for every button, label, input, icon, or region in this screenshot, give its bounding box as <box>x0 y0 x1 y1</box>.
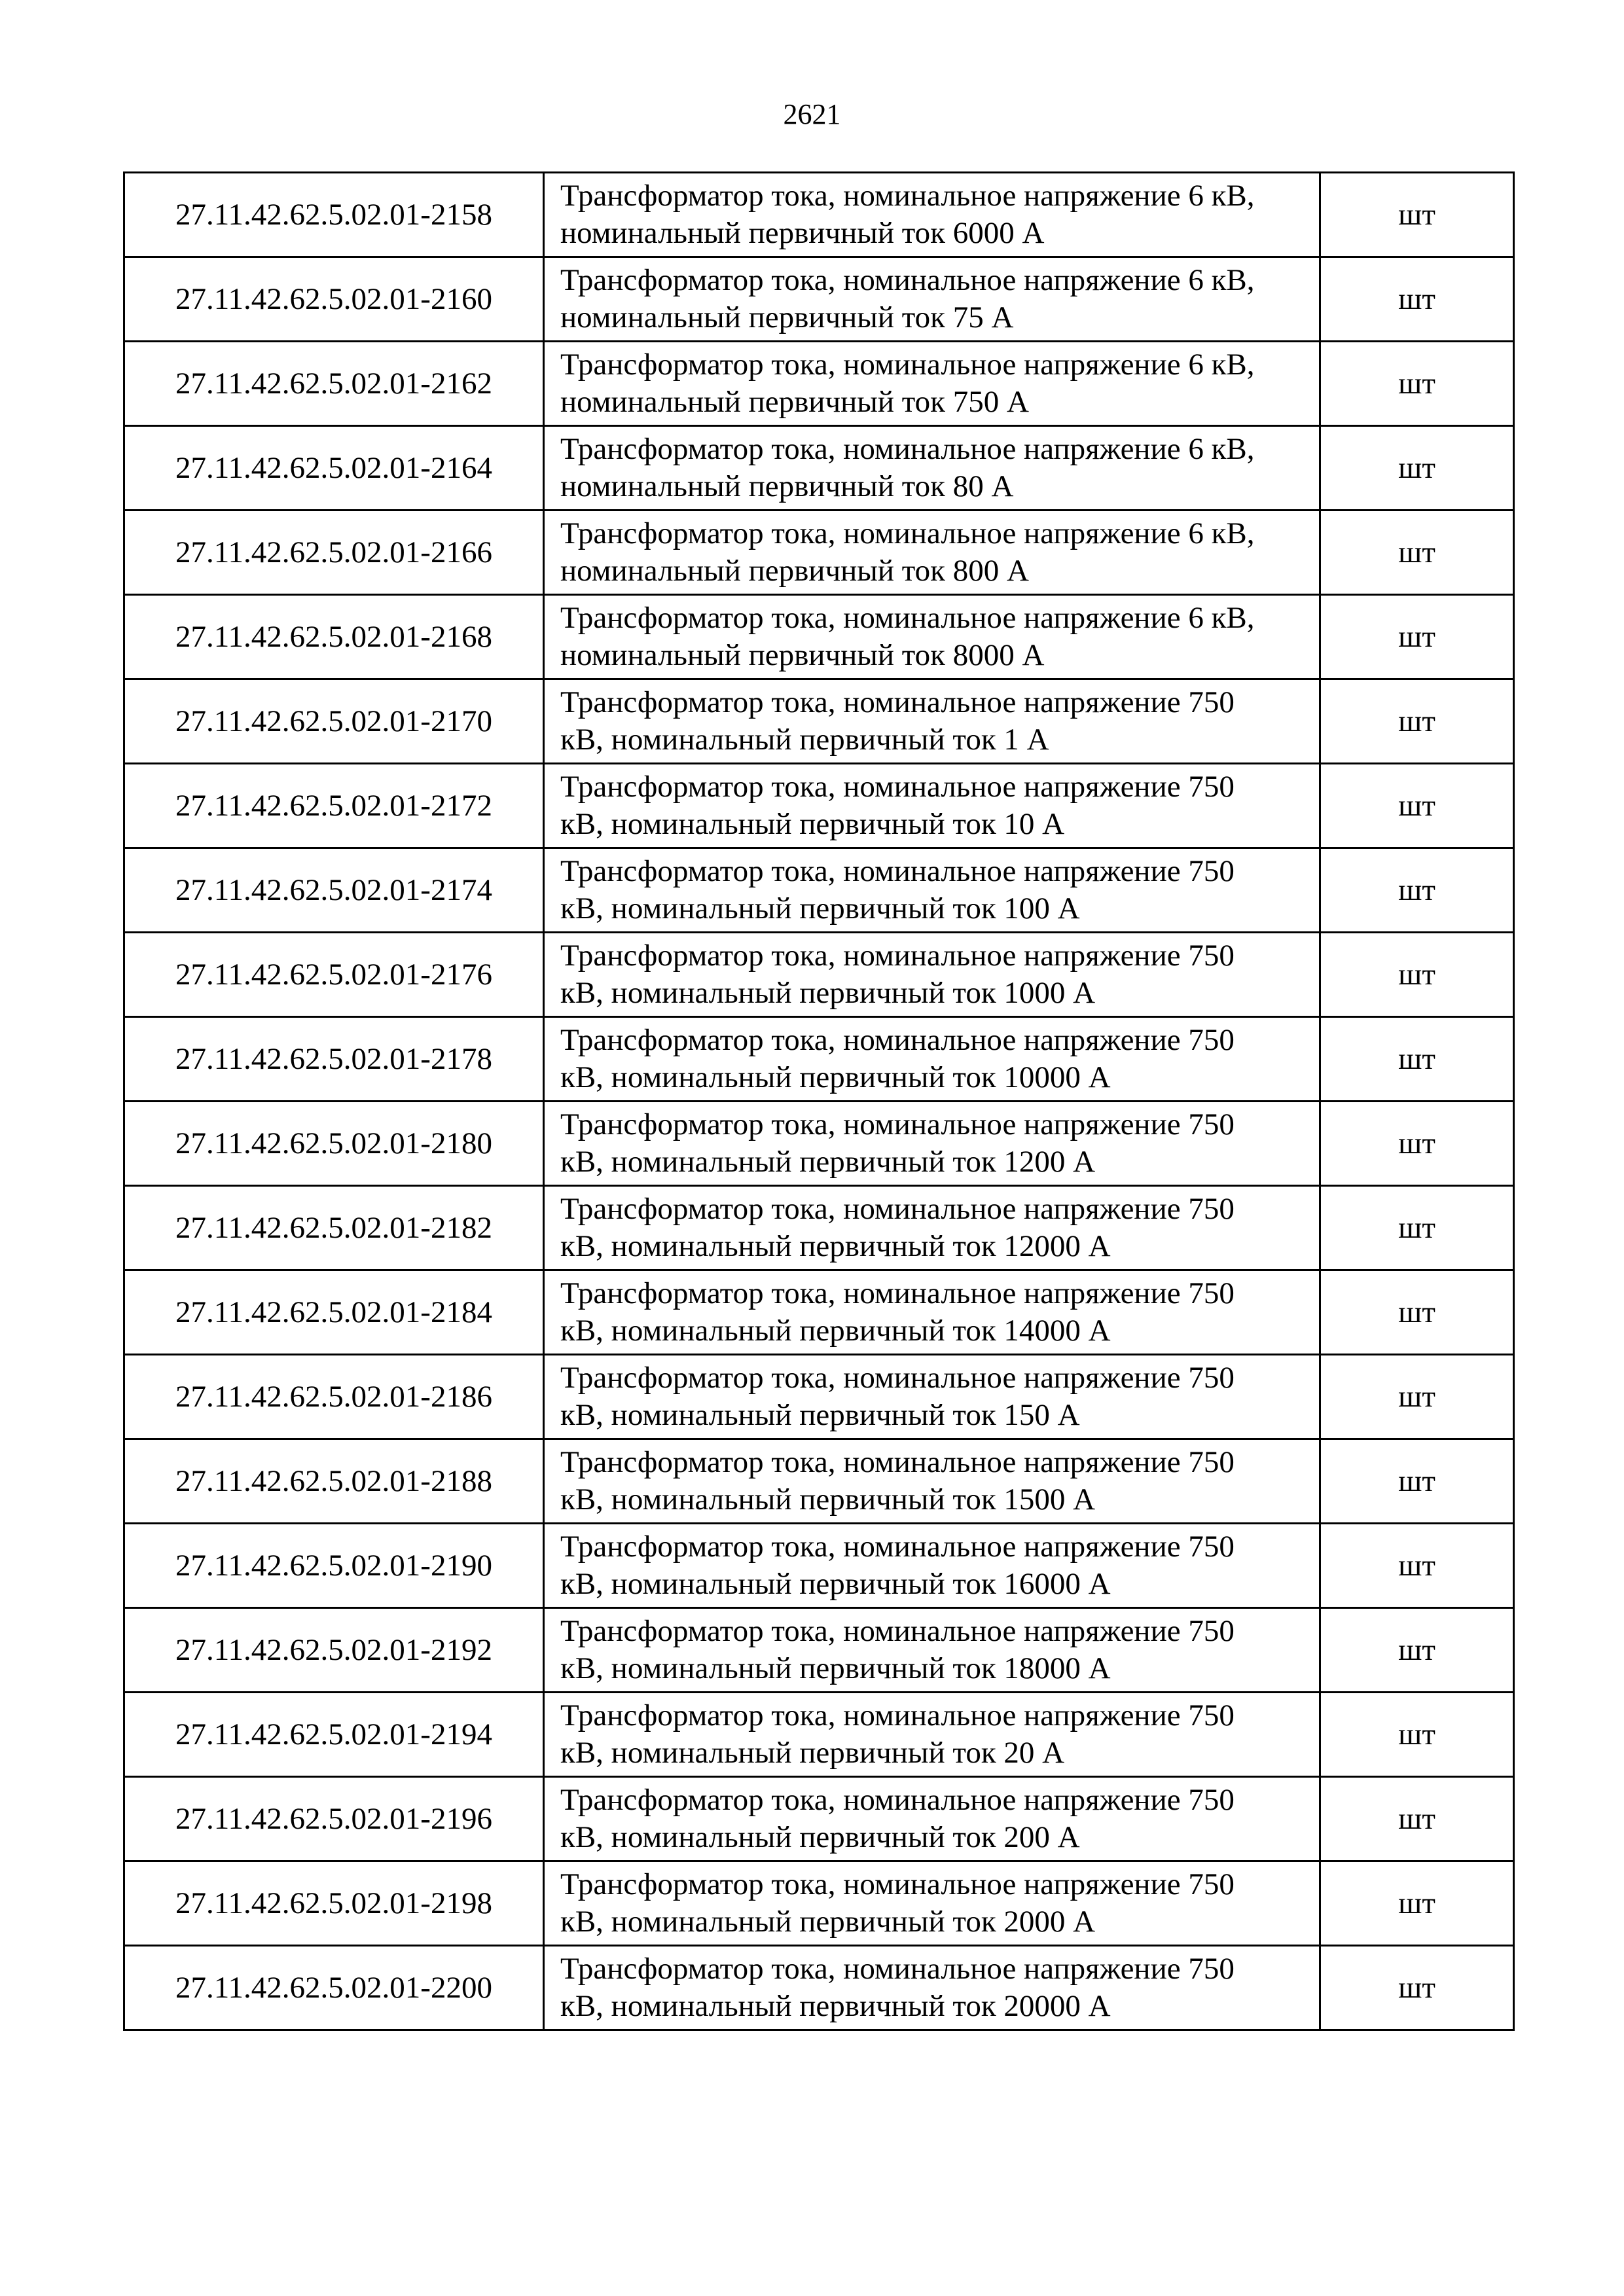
item-description-cell <box>544 1861 1320 1946</box>
description-line-2: кВ, номинальный первичный ток 18000 А <box>560 1651 1111 1685</box>
item-code-cell: 27.11.42.62.5.02.01-2178 <box>124 1017 544 1102</box>
item-code-cell: 27.11.42.62.5.02.01-2192 <box>124 1608 544 1693</box>
description-line-2: номинальный первичный ток 750 А <box>560 385 1029 419</box>
item-description-cell <box>544 1186 1320 1270</box>
description-line-2: кВ, номинальный первичный ток 1 А <box>560 723 1049 757</box>
description-line-2: номинальный первичный ток 800 А <box>560 554 1029 588</box>
item-code-cell: 27.11.42.62.5.02.01-2184 <box>124 1270 544 1355</box>
item-description-cell <box>544 511 1320 595</box>
table-row <box>124 342 1514 426</box>
description-line-1: Трансформатор тока, номинальное напряжение 750 <box>560 1952 1235 1986</box>
item-unit-cell: шт <box>1320 1946 1514 2030</box>
item-unit-cell: шт <box>1320 342 1514 426</box>
description-line-2: кВ, номинальный первичный ток 1200 А <box>560 1145 1096 1179</box>
item-description-cell <box>544 1439 1320 1524</box>
item-unit-cell: шт <box>1320 848 1514 933</box>
table-row <box>124 679 1514 764</box>
description-line-2: кВ, номинальный первичный ток 20000 А <box>560 1989 1111 2023</box>
item-code-cell: 27.11.42.62.5.02.01-2160 <box>124 257 544 342</box>
description-line-1: Трансформатор тока, номинальное напряжение 750 <box>560 1361 1235 1395</box>
table-row <box>124 1017 1514 1102</box>
item-code-cell: 27.11.42.62.5.02.01-2196 <box>124 1777 544 1861</box>
item-description-cell <box>544 1946 1320 2030</box>
description-line-2: кВ, номинальный первичный ток 12000 А <box>560 1229 1111 1263</box>
table-row <box>124 933 1514 1017</box>
item-description-cell <box>544 848 1320 933</box>
item-description-cell <box>544 595 1320 679</box>
item-description-cell <box>544 1777 1320 1861</box>
description-line-2: кВ, номинальный первичный ток 10000 А <box>560 1060 1111 1094</box>
item-description-cell <box>544 257 1320 342</box>
item-code-cell: 27.11.42.62.5.02.01-2168 <box>124 595 544 679</box>
item-code-cell: 27.11.42.62.5.02.01-2158 <box>124 173 544 257</box>
item-description-cell <box>544 1102 1320 1186</box>
description-line-1: Трансформатор тока, номинальное напряжение 6 кВ, <box>560 601 1255 635</box>
item-code-cell: 27.11.42.62.5.02.01-2182 <box>124 1186 544 1270</box>
item-code-cell: 27.11.42.62.5.02.01-2186 <box>124 1355 544 1439</box>
description-line-1: Трансформатор тока, номинальное напряжение 6 кВ, <box>560 516 1255 550</box>
item-code-cell: 27.11.42.62.5.02.01-2162 <box>124 342 544 426</box>
item-unit-cell: шт <box>1320 1693 1514 1777</box>
item-unit-cell: шт <box>1320 1270 1514 1355</box>
description-line-2: кВ, номинальный первичный ток 10 А <box>560 807 1065 841</box>
item-unit-cell: шт <box>1320 173 1514 257</box>
item-description-cell <box>544 1524 1320 1608</box>
description-line-2: кВ, номинальный первичный ток 16000 А <box>560 1567 1111 1601</box>
description-line-2: номинальный первичный ток 80 А <box>560 469 1014 503</box>
item-description-cell <box>544 679 1320 764</box>
table-row <box>124 1355 1514 1439</box>
description-line-1: Трансформатор тока, номинальное напряжение 6 кВ, <box>560 179 1255 213</box>
table-row <box>124 1693 1514 1777</box>
description-line-2: номинальный первичный ток 6000 А <box>560 216 1045 250</box>
description-line-1: Трансформатор тока, номинальное напряжение 6 кВ, <box>560 348 1255 382</box>
item-unit-cell: шт <box>1320 1102 1514 1186</box>
item-unit-cell: шт <box>1320 1608 1514 1693</box>
item-code-cell: 27.11.42.62.5.02.01-2190 <box>124 1524 544 1608</box>
item-unit-cell: шт <box>1320 595 1514 679</box>
description-line-2: кВ, номинальный первичный ток 14000 А <box>560 1314 1111 1348</box>
item-unit-cell: шт <box>1320 1524 1514 1608</box>
item-code-cell: 27.11.42.62.5.02.01-2180 <box>124 1102 544 1186</box>
description-line-1: Трансформатор тока, номинальное напряжение 750 <box>560 1107 1235 1141</box>
item-description-cell <box>544 173 1320 257</box>
item-description-cell <box>544 1017 1320 1102</box>
table-row <box>124 1777 1514 1861</box>
table-row <box>124 1524 1514 1608</box>
description-line-1: Трансформатор тока, номинальное напряжение 750 <box>560 939 1235 973</box>
item-unit-cell: шт <box>1320 511 1514 595</box>
item-unit-cell: шт <box>1320 426 1514 511</box>
item-unit-cell: шт <box>1320 1439 1514 1524</box>
table-row <box>124 1861 1514 1946</box>
item-description-cell <box>544 426 1320 511</box>
item-unit-cell: шт <box>1320 764 1514 848</box>
page-number: 2621 <box>783 98 841 130</box>
table-row <box>124 173 1514 257</box>
item-description-cell <box>544 764 1320 848</box>
item-unit-cell: шт <box>1320 1017 1514 1102</box>
description-line-2: кВ, номинальный первичный ток 2000 А <box>560 1905 1096 1939</box>
description-line-1: Трансформатор тока, номинальное напряжение 750 <box>560 1783 1235 1817</box>
description-line-1: Трансформатор тока, номинальное напряжение 750 <box>560 685 1235 719</box>
catalog-table-body <box>124 173 1514 2030</box>
item-code-cell: 27.11.42.62.5.02.01-2164 <box>124 426 544 511</box>
description-line-1: Трансформатор тока, номинальное напряжение 750 <box>560 1023 1235 1057</box>
item-code-cell: 27.11.42.62.5.02.01-2188 <box>124 1439 544 1524</box>
description-line-1: Трансформатор тока, номинальное напряжение 750 <box>560 770 1235 804</box>
item-description-cell <box>544 1608 1320 1693</box>
table-row <box>124 1102 1514 1186</box>
item-unit-cell: шт <box>1320 1355 1514 1439</box>
catalog-table <box>123 171 1515 2031</box>
item-code-cell: 27.11.42.62.5.02.01-2176 <box>124 933 544 1017</box>
table-row <box>124 426 1514 511</box>
description-line-2: кВ, номинальный первичный ток 200 А <box>560 1820 1080 1854</box>
item-description-cell <box>544 342 1320 426</box>
item-unit-cell: шт <box>1320 257 1514 342</box>
description-line-1: Трансформатор тока, номинальное напряжение 750 <box>560 1276 1235 1310</box>
description-line-1: Трансформатор тока, номинальное напряжение 750 <box>560 854 1235 888</box>
item-code-cell: 27.11.42.62.5.02.01-2198 <box>124 1861 544 1946</box>
item-description-cell <box>544 933 1320 1017</box>
item-unit-cell: шт <box>1320 1861 1514 1946</box>
description-line-2: номинальный первичный ток 75 А <box>560 300 1014 334</box>
item-description-cell <box>544 1693 1320 1777</box>
description-line-2: кВ, номинальный первичный ток 1500 А <box>560 1482 1096 1516</box>
table-row <box>124 1186 1514 1270</box>
table-row <box>124 1439 1514 1524</box>
table-row <box>124 764 1514 848</box>
item-description-cell <box>544 1270 1320 1355</box>
description-line-2: кВ, номинальный первичный ток 1000 А <box>560 976 1096 1010</box>
description-line-1: Трансформатор тока, номинальное напряжение 6 кВ, <box>560 432 1255 466</box>
description-line-1: Трансформатор тока, номинальное напряжение 750 <box>560 1614 1235 1648</box>
table-row <box>124 595 1514 679</box>
item-code-cell: 27.11.42.62.5.02.01-2200 <box>124 1946 544 2030</box>
description-line-1: Трансформатор тока, номинальное напряжение 6 кВ, <box>560 263 1255 297</box>
item-code-cell: 27.11.42.62.5.02.01-2170 <box>124 679 544 764</box>
description-line-1: Трансформатор тока, номинальное напряжение 750 <box>560 1698 1235 1732</box>
description-line-2: кВ, номинальный первичный ток 20 А <box>560 1736 1065 1770</box>
item-unit-cell: шт <box>1320 679 1514 764</box>
description-line-1: Трансформатор тока, номинальное напряжение 750 <box>560 1445 1235 1479</box>
description-line-1: Трансформатор тока, номинальное напряжение 750 <box>560 1192 1235 1226</box>
description-line-1: Трансформатор тока, номинальное напряжение 750 <box>560 1867 1235 1901</box>
item-unit-cell: шт <box>1320 1186 1514 1270</box>
item-code-cell: 27.11.42.62.5.02.01-2194 <box>124 1693 544 1777</box>
item-code-cell: 27.11.42.62.5.02.01-2174 <box>124 848 544 933</box>
table-row <box>124 848 1514 933</box>
description-line-2: кВ, номинальный первичный ток 100 А <box>560 891 1080 925</box>
table-row <box>124 1946 1514 2030</box>
table-row <box>124 257 1514 342</box>
description-line-2: номинальный первичный ток 8000 А <box>560 638 1045 672</box>
description-line-1: Трансформатор тока, номинальное напряжение 750 <box>560 1530 1235 1564</box>
item-unit-cell: шт <box>1320 1777 1514 1861</box>
item-code-cell: 27.11.42.62.5.02.01-2166 <box>124 511 544 595</box>
description-line-2: кВ, номинальный первичный ток 150 А <box>560 1398 1080 1432</box>
table-row <box>124 1270 1514 1355</box>
table-row <box>124 511 1514 595</box>
table-row <box>124 1608 1514 1693</box>
item-description-cell <box>544 1355 1320 1439</box>
item-code-cell: 27.11.42.62.5.02.01-2172 <box>124 764 544 848</box>
item-unit-cell: шт <box>1320 933 1514 1017</box>
